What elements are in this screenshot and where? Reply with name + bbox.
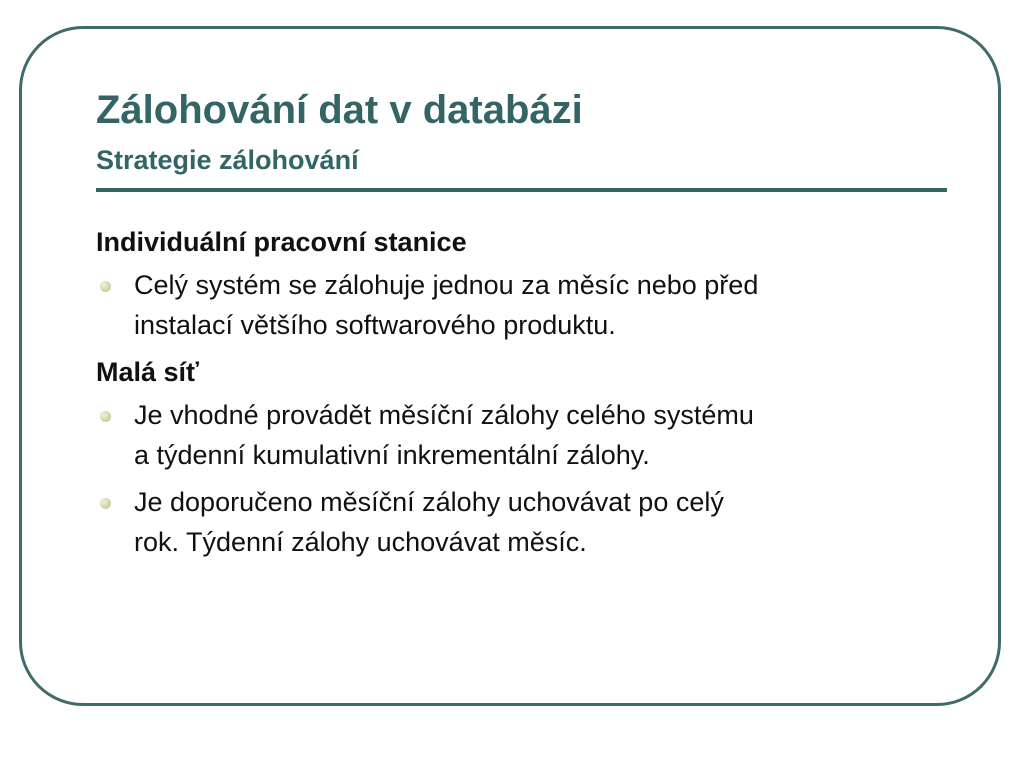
slide-subtitle: Strategie zálohování [96, 145, 359, 175]
bullet-line: Je vhodné provádět měsíční zálohy celého systému [134, 400, 754, 430]
bullet-line: rok. Týdenní zálohy uchovávat měsíc. [134, 527, 587, 557]
bullet-line: a týdenní kumulativní inkrementální zálohy. [134, 440, 650, 470]
slide-title: Zálohování dat v databázi [96, 88, 583, 132]
section-heading-small-network: Malá síť [96, 357, 199, 387]
bullet-dot-icon [100, 281, 111, 292]
bullet-line: Je doporučeno měsíční zálohy uchovávat po celý [134, 487, 724, 517]
bullet-list-small-network [96, 395, 936, 562]
bullet-line: instalací většího softwarového produktu. [134, 310, 616, 340]
bullet-item [96, 395, 936, 475]
bullet-line: Celý systém se zálohuje jednou za měsíc nebo před [134, 270, 759, 300]
bullet-item [96, 482, 936, 562]
slide-content [96, 222, 936, 569]
bullet-text [134, 265, 936, 345]
section-heading-workstation: Individuální pracovní stanice [96, 227, 467, 257]
bullet-text [134, 482, 936, 562]
bullet-text [134, 395, 936, 475]
bullet-dot-icon [100, 411, 111, 422]
title-divider [96, 188, 947, 192]
bullet-list-workstation [96, 265, 936, 345]
bullet-dot-icon [100, 498, 111, 509]
bullet-item [96, 265, 936, 345]
